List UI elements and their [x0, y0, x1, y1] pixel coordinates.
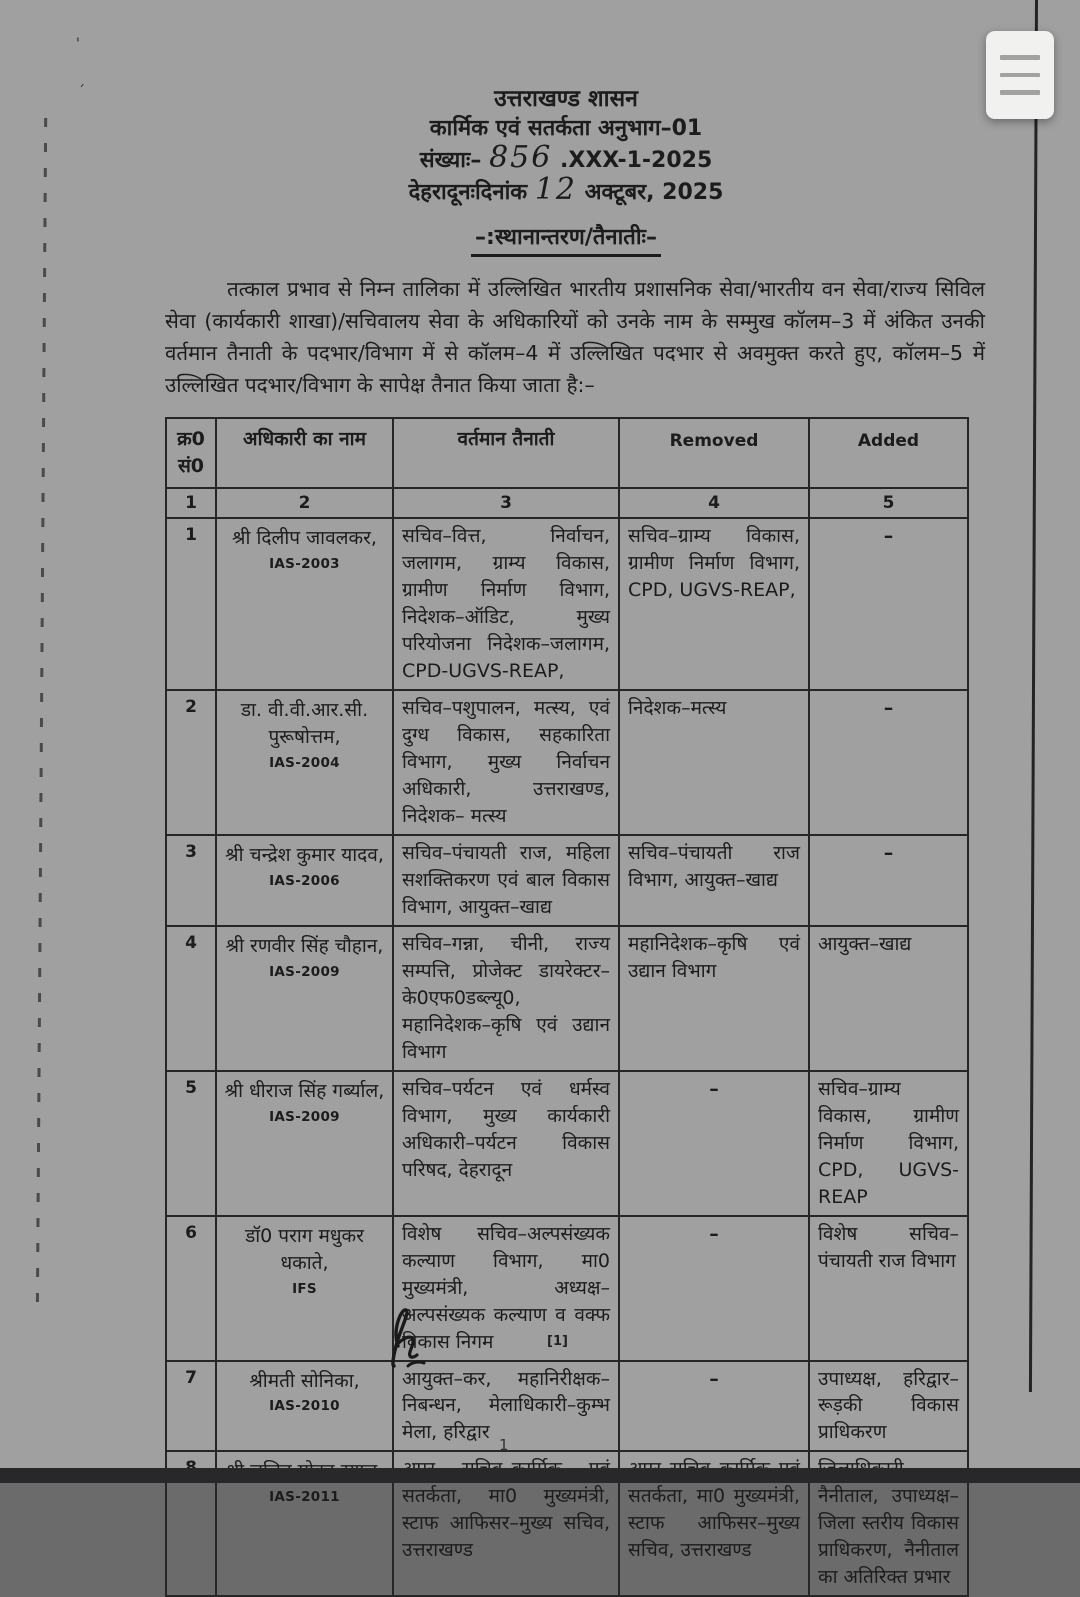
viewer-bottom-bar — [0, 1468, 1080, 1483]
serial-number-cell: 4 — [166, 926, 216, 1071]
transfer-table — [165, 417, 969, 1597]
table-row — [166, 1361, 968, 1452]
serial-number-cell: 1 — [166, 518, 216, 690]
column-header: क्र0 सं0 — [166, 418, 216, 488]
current-posting-cell: सचिव–वित्त, निर्वाचन, जलागम, ग्राम्य विकास, ग्रामीण निर्माण विभाग, निदेशक–ऑडिट, मुख्य परियोजना निदेशक–जलागम, CPD-UGVS-REAP, — [393, 518, 619, 690]
date-line: देहरादूनःदिनांक 12 अक्टूबर, 2025 — [408, 172, 724, 208]
transfer-table-body — [166, 518, 968, 1596]
officer-cadre: IFS — [292, 1280, 317, 1297]
added-cell: उपाध्यक्ष, हरिद्वार– रूड़की विकास प्राधिकरण — [809, 1361, 968, 1452]
scan-speck: ´ — [78, 84, 85, 100]
menu-button[interactable] — [986, 31, 1054, 119]
document-header — [165, 84, 967, 257]
current-posting-cell: सचिव–पर्यटन एवं धर्मस्व विभाग, मुख्य कार्यकारी अधिकारी–पर्यटन विकास परिषद, देहरादून — [393, 1071, 619, 1216]
serial-number-cell: 2 — [166, 690, 216, 835]
serial-number-cell: 7 — [166, 1361, 216, 1452]
officer-cadre: IAS-2004 — [269, 755, 340, 772]
column-number: 3 — [393, 488, 619, 518]
removed-cell: सचिव–पंचायती राज विभाग, आयुक्त–खाद्य — [619, 835, 809, 926]
handwritten-number: 856 — [489, 140, 553, 176]
removed-cell: – — [619, 1361, 809, 1452]
viewer-page-number: 1 — [499, 1436, 509, 1454]
table-row — [166, 1071, 968, 1216]
removed-cell: – — [619, 1071, 809, 1216]
subject-title: –:स्थानान्तरण/तैनातीः– — [471, 223, 661, 257]
current-posting-cell: सचिव–गन्ना, चीनी, राज्य सम्पत्ति, प्रोजेक्ट डायरेक्टर– के0एफ0डब्ल्यू0, महानिदेशक–कृषि एवं उद्यान विभाग — [393, 926, 619, 1071]
officer-cadre: IAS-2010 — [269, 1398, 340, 1415]
officer-cadre: IAS-2009 — [269, 963, 340, 980]
handwritten-date: 12 — [534, 172, 578, 208]
table-row — [166, 690, 968, 835]
current-posting-cell: विशेष सचिव–अल्पसंख्यक कल्याण विभाग, मा0 मुख्यमंत्री, अध्यक्ष– अल्पसंख्यक कल्याण व वक्फ विकास निगम — [393, 1216, 619, 1361]
scan-binding-marks — [36, 118, 47, 1318]
department-line: कार्मिक एवं सतर्कता अनुभाग–01 — [429, 116, 703, 142]
officer-name-cell: डा. वी.वी.आर.सी. पुरूषोत्तम, IAS-2004 — [216, 690, 393, 835]
scan-speck: ' — [76, 36, 80, 52]
intro-paragraph: तत्काल प्रभाव से निम्न तालिका में उल्लिखित भारतीय प्रशासनिक सेवा/भारतीय वन सेवा/राज्य सिविल सेवा (कार्यकारी शाखा)/सचिवालय सेवा के अधिकारियों को उनके नाम के सम्मुख कॉलम–3 में अंकित उनकी वर्तमान तैनाती के पदभार/विभाग में से कॉलम–4 में उल्लिखित पदभार से अवमुक्त करते हुए, कॉलम–5 में उल्लिखित पदभार/विभाग के सापेक्ष तैनात किया जाता है:– — [165, 277, 985, 398]
table-row — [166, 518, 968, 690]
column-number: 5 — [809, 488, 968, 518]
officer-cadre: IAS-2009 — [269, 1108, 340, 1125]
added-cell: सचिव–ग्राम्य विकास, ग्रामीण निर्माण विभाग, CPD, UGVS-REAP — [809, 1071, 968, 1216]
column-header: अधिकारी का नाम — [216, 418, 393, 488]
removed-cell: निदेशक–मत्स्य — [619, 690, 809, 835]
added-cell: – — [809, 835, 968, 926]
officer-cadre: IAS-2011 — [269, 1489, 340, 1506]
current-posting-cell: सचिव–पंचायती राज, महिला सशक्तिकरण एवं बाल विकास विभाग, आयुक्त–खाद्य — [393, 835, 619, 926]
officer-name-cell: श्रीमती सोनिका, IAS-2010 — [216, 1361, 393, 1452]
added-cell: – — [809, 518, 968, 690]
column-number: 4 — [619, 488, 809, 518]
officer-name-cell: डॉ0 पराग मधुकर धकाते, IFS — [216, 1216, 393, 1361]
officer-name-cell: श्री दिलीप जावलकर, IAS-2003 — [216, 518, 393, 690]
serial-number-cell: 6 — [166, 1216, 216, 1361]
letter-number-line: संख्याः– 856 .XXX-1-2025 — [419, 140, 713, 176]
column-number-row — [166, 488, 968, 518]
officer-name-cell: श्री रणवीर सिंह चौहान, IAS-2009 — [216, 926, 393, 1071]
removed-cell: सतर्कता, मा0 मुख्यमंत्री, स्टाफ आफिसर–मुख्य सचिव, उत्तराखण्ड — [619, 1451, 809, 1596]
serial-number-cell: 5 — [166, 1071, 216, 1216]
org-title: उत्तराखण्ड शासन — [494, 86, 638, 112]
officer-name-cell: श्री धीराज सिंह गर्ब्याल, IAS-2009 — [216, 1071, 393, 1216]
officer-name-cell: श्री चन्द्रेश कुमार यादव, IAS-2006 — [216, 835, 393, 926]
officer-cadre: IAS-2006 — [269, 873, 340, 890]
removed-cell: सचिव–ग्राम्य विकास, ग्रामीण निर्माण विभाग, CPD, UGVS-REAP, — [619, 518, 809, 690]
sheet-marker: [1] — [547, 1334, 568, 1349]
current-posting-cell: सतर्कता, मा0 मुख्यमंत्री, स्टाफ आफिसर–मुख्य सचिव, उत्तराखण्ड — [393, 1451, 619, 1596]
added-cell: आयुक्त–खाद्य — [809, 926, 968, 1071]
column-header: वर्तमान तैनाती — [393, 418, 619, 488]
added-cell: – — [809, 690, 968, 835]
removed-cell: – — [619, 1216, 809, 1361]
scan-fold-line — [1029, 0, 1038, 1392]
removed-cell: महानिदेशक–कृषि एवं उद्यान विभाग — [619, 926, 809, 1071]
column-header: Added — [809, 418, 968, 488]
officer-cadre: IAS-2003 — [269, 556, 340, 573]
transfer-table-head — [166, 418, 968, 518]
column-number: 1 — [166, 488, 216, 518]
scanned-document — [165, 84, 985, 1597]
signature-mark — [372, 1300, 442, 1376]
current-posting-cell: सचिव–पशुपालन, मत्स्य, एवं दुग्ध विकास, सहकारिता विभाग, मुख्य निर्वाचन अधिकारी, उत्तराखण्ड, निदेशक– मत्स्य — [393, 690, 619, 835]
table-row — [166, 926, 968, 1071]
added-cell: विशेष सचिव– पंचायती राज विभाग — [809, 1216, 968, 1361]
column-header: Removed — [619, 418, 809, 488]
added-cell: नैनीताल, उपाध्यक्ष– जिला स्तरीय विकास प्राधिकरण, नैनीताल का अतिरिक्त प्रभार — [809, 1451, 968, 1596]
serial-number-cell: 3 — [166, 835, 216, 926]
table-row — [166, 835, 968, 926]
current-posting-cell: आयुक्त–कर, महानिरीक्षक– निबन्धन, मेलाधिकारी–कुम्भ मेला, हरिद्वार — [393, 1361, 619, 1452]
column-number: 2 — [216, 488, 393, 518]
